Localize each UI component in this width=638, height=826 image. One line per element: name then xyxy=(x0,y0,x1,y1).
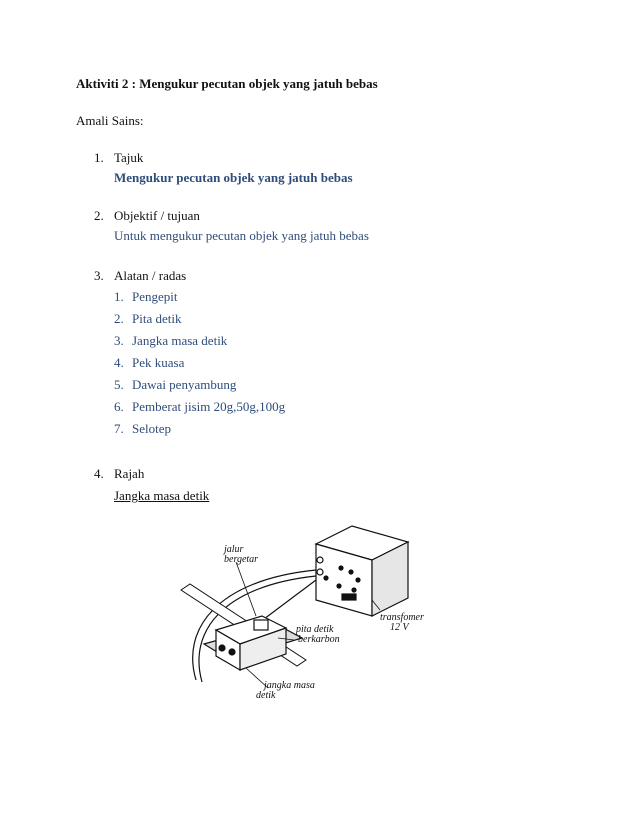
label-bergetar: bergetar xyxy=(224,554,259,565)
ticker-timer-diagram xyxy=(176,520,446,710)
list-item: 5. Dawai penyambung xyxy=(114,377,237,392)
section-heading-objektif xyxy=(94,208,200,224)
document-subtitle: Amali Sains: xyxy=(76,113,144,128)
document-title: Aktiviti 2 : Mengukur pecutan objek yang jatuh bebas xyxy=(76,76,378,91)
label-transformer: transfomer xyxy=(380,612,424,623)
section-heading-alatan xyxy=(94,268,186,284)
label-jalur: jalur xyxy=(224,544,244,555)
timer-box-drawing xyxy=(204,616,302,670)
alatan-list xyxy=(114,290,285,444)
label-detik: detik xyxy=(256,690,276,701)
section-label: Tajuk xyxy=(114,150,144,165)
section-number: 3. xyxy=(94,268,104,283)
transformer-drawing xyxy=(316,526,408,616)
section-content-tajuk: Mengukur pecutan objek yang jatuh bebas xyxy=(114,170,353,185)
list-item: 3. Jangka masa detik xyxy=(114,333,228,348)
section-number: 4. xyxy=(94,466,104,481)
section-label: Objektif / tujuan xyxy=(114,208,200,223)
section-number: 1. xyxy=(94,150,104,165)
section-heading-tajuk xyxy=(94,150,143,166)
label-pita-detik: pita detik xyxy=(296,624,334,635)
list-item: 1. Pengepit xyxy=(114,289,178,304)
section-heading-rajah xyxy=(94,466,144,482)
list-item: 6. Pemberat jisim 20g,50g,100g xyxy=(114,399,286,414)
section-content-objektif: Untuk mengukur pecutan objek yang jatuh bebas xyxy=(114,228,369,243)
list-item: 4. Pek kuasa xyxy=(114,355,185,370)
label-jangka-masa: jangka masa xyxy=(264,680,315,691)
label-voltage: 12 V xyxy=(390,622,409,633)
section-number: 2. xyxy=(94,208,104,223)
list-item: 7. Selotep xyxy=(114,421,171,436)
section-label: Rajah xyxy=(114,466,145,481)
figure-caption: Jangka masa detik xyxy=(114,488,210,503)
label-berkarbon: berkarbon xyxy=(298,634,340,645)
section-label: Alatan / radas xyxy=(114,268,187,283)
list-item: 2. Pita detik xyxy=(114,311,182,326)
